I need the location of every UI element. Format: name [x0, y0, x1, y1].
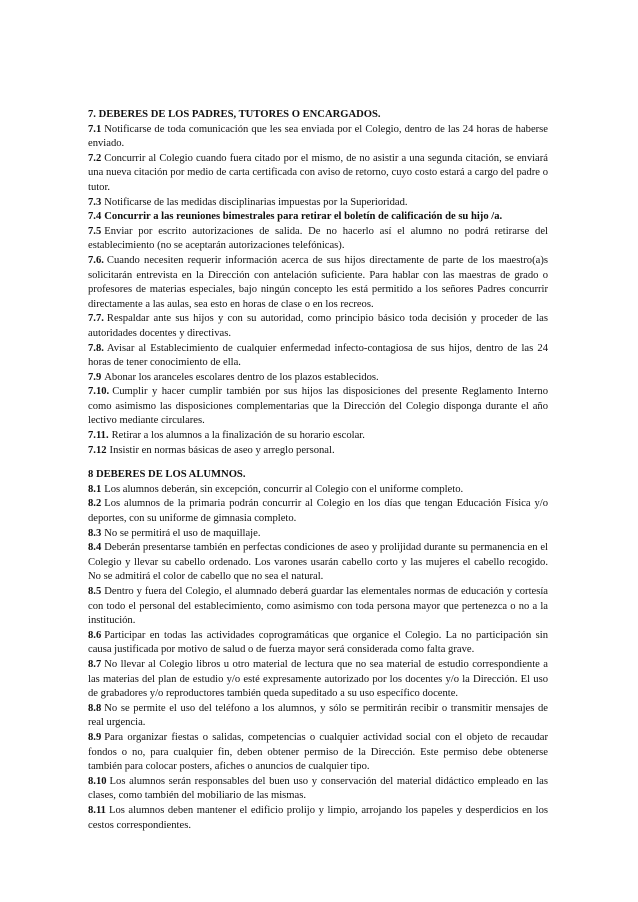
item-7-4: [88, 210, 548, 225]
item-text: Retirar a los alumnos a la finalización de su horario escolar.: [111, 430, 365, 442]
item-number: 8.10: [88, 775, 107, 787]
item-8-3: [88, 527, 548, 542]
item-7-9: [88, 371, 548, 386]
item-7-10: [88, 385, 548, 429]
item-8-8: [88, 702, 548, 731]
item-text: Participar en todas las actividades coprogramáticas que organice el Colegio. La no participación sin causa justificada por motivo de salud o de fuerza mayor será considerada como falta grave.: [88, 629, 548, 656]
item-8-4: [88, 541, 548, 585]
item-number: 7.12: [88, 444, 107, 456]
item-text: No se permitirá el uso de maquillaje.: [104, 527, 261, 539]
item-number: 7.5: [88, 225, 102, 237]
item-number: 7.6.: [88, 254, 104, 266]
section-8-title: 8 DEBERES DE LOS ALUMNOS.: [88, 469, 246, 481]
item-text: Cumplir y hacer cumplir también por sus hijos las disposiciones del presente Reglamento Interno como asimismo las disposiciones complementarias que la Dirección del Colegio disponga durante el año lectivo mediante circulares.: [88, 386, 548, 427]
item-text: No llevar al Colegio libros u otro material de lectura que no sea material de estudio correspondiente a las materias del plan de estudio y/o esté expresamente autorizado por los docentes y/o la Dirección. El uso de grabadores y/o reproductores también queda supeditado a su uso específico docente.: [88, 658, 548, 700]
item-7-2: [88, 152, 548, 196]
item-text: Avisar al Establecimiento de cualquier enfermedad infecto-contagiosa de sus hijos, dentro de las 24 horas de tener conocimiento de ella.: [88, 342, 548, 369]
item-number: 7.2: [88, 152, 102, 164]
item-number: 7.11.: [88, 430, 109, 442]
item-8-7: [88, 658, 548, 702]
item-text: Concurrir al Colegio cuando fuera citado por el mismo, de no asistir a una segunda citación, se enviará una nueva citación por medio de carta certificada con aviso de retorno, cuyo costo estará a cargo del padre o tutor.: [88, 152, 548, 193]
item-number: 8.11: [88, 804, 106, 816]
item-text: Los alumnos de la primaria podrán concurrir al Colegio en los días que tengan Educación Física y/o deportes, con su uniforme de gimnasia completo.: [88, 498, 548, 525]
item-text: Concurrir a las reuniones bimestrales para retirar el boletín de calificación de su hijo /a.: [104, 211, 503, 223]
item-8-5: [88, 585, 548, 629]
item-text: Notificarse de toda comunicación que les sea enviada por el Colegio, dentro de las 24 horas de haberse enviado.: [88, 123, 548, 150]
item-7-12: [88, 444, 548, 459]
item-text: Deberán presentarse también en perfectas condiciones de aseo y prolijidad durante su permanencia en el Colegio y llevar su cabello ordenado. Los varones usarán cabello corto y las mujeres el cabello recogido. No se admitirá el color de cabello que no sea el natural.: [88, 542, 548, 583]
item-8-9: [88, 731, 548, 775]
item-number: 7.3: [88, 196, 102, 208]
item-7-3: [88, 196, 548, 211]
item-text: Los alumnos deberán, sin excepción, concurrir al Colegio con el uniforme completo.: [104, 483, 464, 495]
item-number: 8.9: [88, 731, 102, 743]
item-8-2: [88, 497, 548, 526]
item-number: 8.6: [88, 629, 102, 641]
item-number: 7.10.: [88, 386, 110, 398]
item-8-1: [88, 483, 548, 498]
item-7-7: [88, 312, 548, 341]
item-text: Abonar los aranceles escolares dentro de los plazos establecidos.: [104, 371, 379, 383]
item-7-11: [88, 429, 548, 444]
item-8-6: [88, 629, 548, 658]
section-gap: [88, 458, 548, 468]
item-number: 7.9: [88, 371, 102, 383]
item-number: 7.1: [88, 123, 102, 135]
item-number: 7.7.: [88, 313, 104, 325]
item-text: No se permite el uso del teléfono a los alumnos, y sólo se permitirán recibir o transmitir mensajes de real urgencia.: [88, 702, 548, 729]
item-text: Enviar por escrito autorizaciones de salida. De no hacerlo así el alumno no podrá retirarse del establecimiento (no se aceptarán autorizaciones telefónicas).: [88, 225, 548, 252]
item-number: 7.8.: [88, 342, 104, 354]
item-text: Insistir en normas básicas de aseo y arreglo personal.: [109, 444, 335, 456]
item-number: 8.4: [88, 542, 102, 554]
item-text: Los alumnos serán responsables del buen uso y conservación del material didáctico empleado en las clases, como también del mobiliario de las mismas.: [88, 775, 548, 802]
item-7-5: [88, 225, 548, 254]
item-text: Notificarse de las medidas disciplinarias impuestas por la Superioridad.: [104, 196, 408, 208]
item-7-1: [88, 123, 548, 152]
item-number: 8.5: [88, 586, 102, 597]
item-number: 8.3: [88, 527, 102, 539]
item-8-10: [88, 775, 548, 804]
item-text: Cuando necesiten requerir información acerca de sus hijos directamente de parte de los maestro(a)s solicitarán entrevista en la Dirección con antelación suficiente. Para hablar con las maestras de grado o profesores de materias especiales, bajo ningún concepto les está permitido a los señores Padres concurrir directamente a las aulas, sea esto en horas de clase o en los recreos.: [88, 254, 548, 310]
section-7-title: 7. DEBERES DE LOS PADRES, TUTORES O ENCARGADOS.: [88, 109, 381, 120]
item-number: 8.7: [88, 658, 102, 670]
document-page: [88, 108, 548, 833]
item-number: 8.1: [88, 483, 102, 495]
item-8-11: [88, 804, 548, 833]
item-text: Respaldar ante sus hijos y con su autoridad, como principio básico toda decisión y proceder de las autoridades docentes y directivas.: [88, 313, 548, 339]
item-text: Para organizar fiestas o salidas, competencias o cualquier actividad social con el objeto de recaudar fondos o no, para cualquier fin, deben obtener permiso de la Dirección. Este permiso debe obtenerse también para colocar posters, afiches o anuncios de cualquier tipo.: [88, 731, 548, 773]
item-number: 7.4: [88, 211, 102, 223]
item-text: Dentro y fuera del Colegio, el alumnado deberá guardar las elementales normas de educación y cortesía con todo el personal del establecimiento, como asimismo con toda persona mayor que pertenezca o no a la institución.: [88, 586, 548, 627]
item-text: Los alumnos deben mantener el edificio prolijo y limpio, arrojando los papeles y desperdicios en los cestos correspondientes.: [88, 804, 548, 831]
item-7-8: [88, 342, 548, 371]
item-7-6: [88, 254, 548, 312]
item-number: 8.2: [88, 498, 102, 510]
item-number: 8.8: [88, 702, 102, 714]
